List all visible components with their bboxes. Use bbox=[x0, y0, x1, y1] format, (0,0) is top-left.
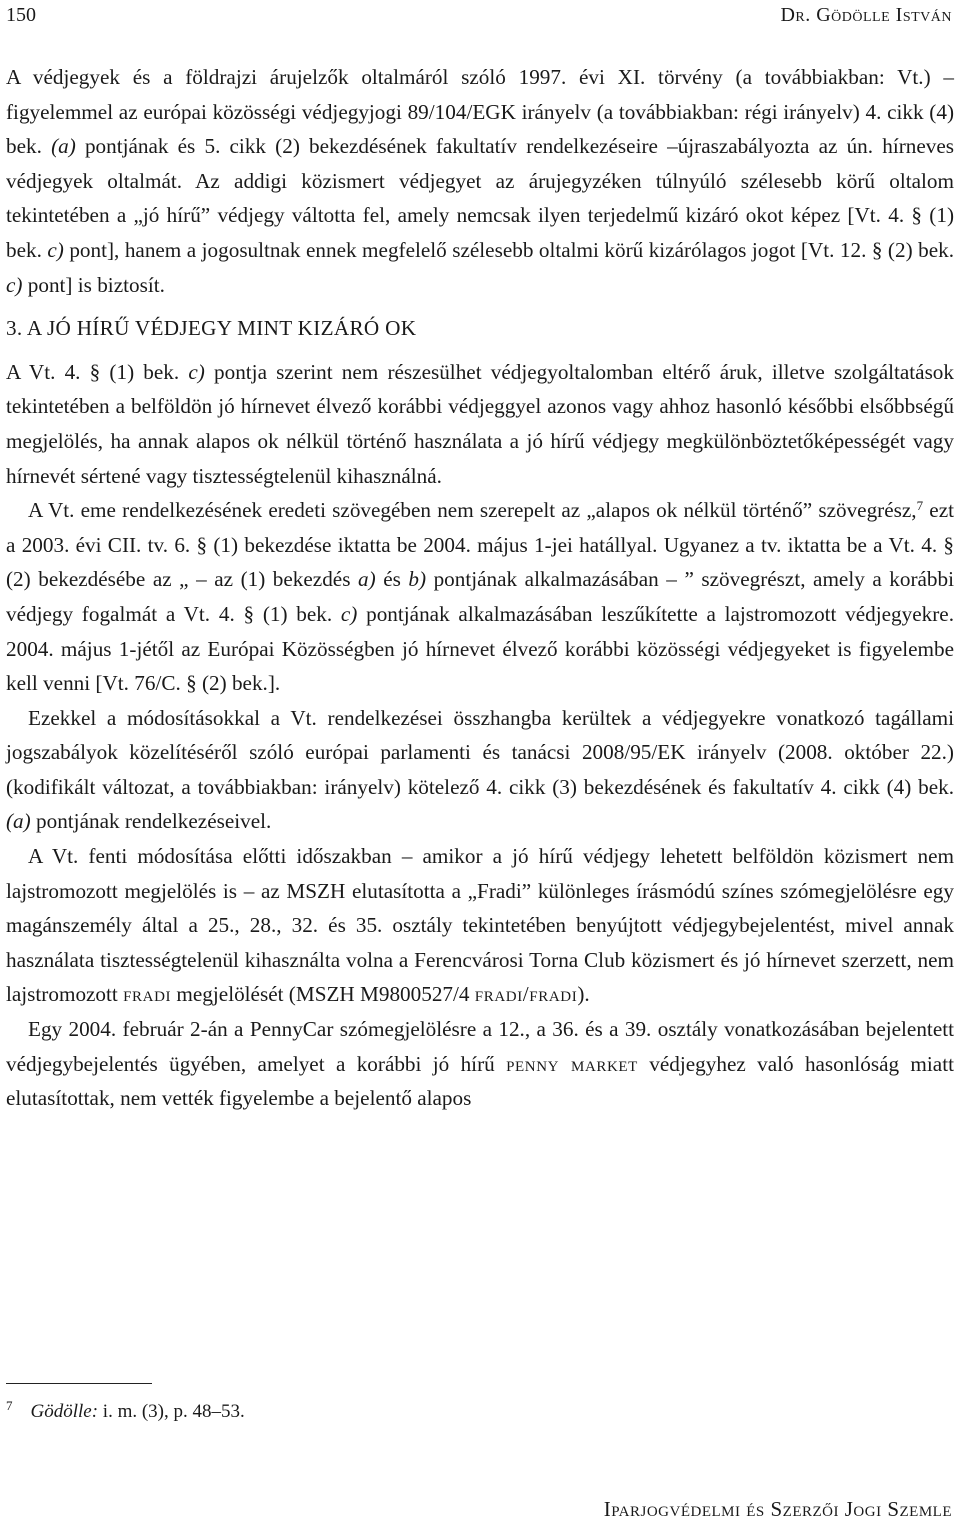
italic-run: c) bbox=[188, 359, 205, 384]
footnote-ref: 7 bbox=[916, 498, 924, 514]
paragraph bbox=[6, 701, 954, 839]
italic-run: (a) bbox=[51, 134, 76, 159]
footnote bbox=[6, 1398, 245, 1423]
italic-run: a) bbox=[358, 567, 376, 592]
small-caps-mark: penny market bbox=[506, 1051, 638, 1076]
text-run: A Vt. eme rendelkezésének eredeti szövegében nem szerepelt az „alapos ok nélkül történő” szövegrész, bbox=[28, 498, 917, 523]
text-run: A védjegyek és a földrajzi árujelzők oltalmáról szóló 1997. évi XI. törvény (a továbbiakban: Vt.) – figyelemmel az európai közösségi védjegyjogi 89/104/EGK irányelv (a továbbiakban: régi irányelv) 4. cikk (4) bek. bbox=[6, 65, 954, 159]
text-run: A Vt. 4. § (1) bek. bbox=[6, 359, 189, 384]
page-number: 150 bbox=[6, 4, 36, 26]
footnote-number: 7 bbox=[6, 1398, 13, 1413]
text-run: pontjának alkalmazásában leszűkítette a lajstromozott védjegyekre. 2004. május 1-jétől az Európai Közösségben jó hírnevet élvező korábbi közösségi védjegyeket is figyelembe kell venni [Vt. 76/C. § (2) bek.]. bbox=[6, 601, 954, 696]
text-run: pontjának alkalmazásában – ” szövegrészt, amely a korábbi védjegy fogalmát a Vt. 4. § (1) bek. bbox=[6, 567, 955, 626]
text-run: pont] is biztosít. bbox=[22, 272, 165, 297]
text-run: és bbox=[375, 567, 409, 592]
running-head: Dr. Gödölle István bbox=[780, 4, 952, 26]
italic-run: c) bbox=[47, 237, 64, 262]
text-run: Egy 2004. február 2-án a PennyCar szómegjelölésre a 12., a 36. és a 39. osztály vonatkozásában bejelentett védjegybejelentés ügyében, amelyet a korábbi jó hírű bbox=[6, 1017, 954, 1076]
italic-run: (a) bbox=[6, 809, 31, 834]
small-caps-mark: fradi/fradi bbox=[474, 982, 578, 1007]
italic-run: c) bbox=[6, 272, 23, 297]
paragraph bbox=[6, 355, 954, 493]
text-run: A Vt. fenti módosítása előtti időszakban – amikor a jó hírű védjegy lehetett belföldön közismert nem lajstromozott megjelölés is – az MSZH elutasította a „Fradi” különleges írásmódú színes szómegjelölésre egy magánszemély által a 25., 28., 32. és 35. osztály tekintetében benyújtott védjegybejelentést, mivel annak használata tisztességtelenül kihasználta volna a Ferencvárosi Torna Club közismert és jó hírnevet szerzett, nem lajstromozott bbox=[6, 844, 954, 1007]
paragraph bbox=[6, 60, 954, 302]
section-heading: 3. A JÓ HÍRŰ VÉDJEGY MINT KIZÁRÓ OK bbox=[6, 316, 417, 341]
italic-run: b) bbox=[408, 567, 427, 592]
footnote-text: i. m. (3), p. 48–53. bbox=[98, 1401, 245, 1422]
text-run: megjelölését (MSZH M9800527/4 bbox=[171, 982, 475, 1007]
text-run: pontjának rendelkezéseivel. bbox=[30, 809, 272, 834]
paragraph bbox=[6, 839, 954, 1012]
text-run: pontjának és 5. cikk (2) bekezdésének fakultatív rendelkezéseire –újraszabályozta az ún. hírneves védjegyek oltalmát. Az addigi közismert védjegyet az árujegyzéken túlnyúló szélesebb körű oltalom tekintetében a „jó hírű” védjegy váltotta fel, amely nemcsak ilyen terjedelmű kizáró okot képez [Vt. 4. § (1) bek. bbox=[6, 134, 955, 262]
paragraph bbox=[6, 493, 954, 701]
text-run: ). bbox=[577, 982, 590, 1007]
italic-run: c) bbox=[340, 601, 358, 626]
body-text bbox=[6, 60, 954, 1116]
paragraph bbox=[6, 1012, 954, 1116]
text-run: pontja szerint nem részesülhet védjegyoltalomban eltérő áruk, illetve szolgáltatások tekintetében a belföldön jó hírnevet élvező korábbi védjeggyel azonos vagy ahhoz hasonló későbbi elsőbbségű megjelölés, ha annak alapos ok nélkül történő használata a jó hírű védjegy megkülönböztetőképességét vagy hírnevét sértené vagy tisztességtelenül kihasználná. bbox=[6, 359, 954, 488]
footnote-author: Gödölle: bbox=[30, 1401, 99, 1422]
journal-title: Iparjogvédelmi és Szerzői Jogi Szemle bbox=[603, 1497, 952, 1521]
small-caps-mark: fradi bbox=[123, 982, 172, 1007]
text-run: védjegyhez való hasonlóság miatt elutasítottak, nem vették figyelembe a bejelentő alapos bbox=[6, 1051, 954, 1111]
text-run: Ezekkel a módosításokkal a Vt. rendelkezései összhangba kerültek a védjegyekre vonatkozó tagállami jogszabályok közelítéséről szóló európai parlamenti és tanácsi 2008/95/EK irányelv (2008. október 22.) (kodifikált változat, a továbbiakban: irányelv) kötelező 4. cikk (3) bekezdésének és fakultatív 4. cikk (4) bek. bbox=[6, 705, 954, 799]
text-run: pont], hanem a jogosultnak ennek megfelelő szélesebb oltalmi körű kizárólagos jogot [Vt. 12. § (2) bek. bbox=[63, 237, 955, 262]
text-run: ezt a 2003. évi CII. tv. 6. § (1) bekezdése iktatta be 2004. május 1-jei hatállyal. Ugyanez a tv. iktatta be a Vt. 4. § (2) bekezdésébe az „ – az (1) bekezdés bbox=[6, 498, 954, 592]
footnote-divider bbox=[6, 1383, 152, 1384]
